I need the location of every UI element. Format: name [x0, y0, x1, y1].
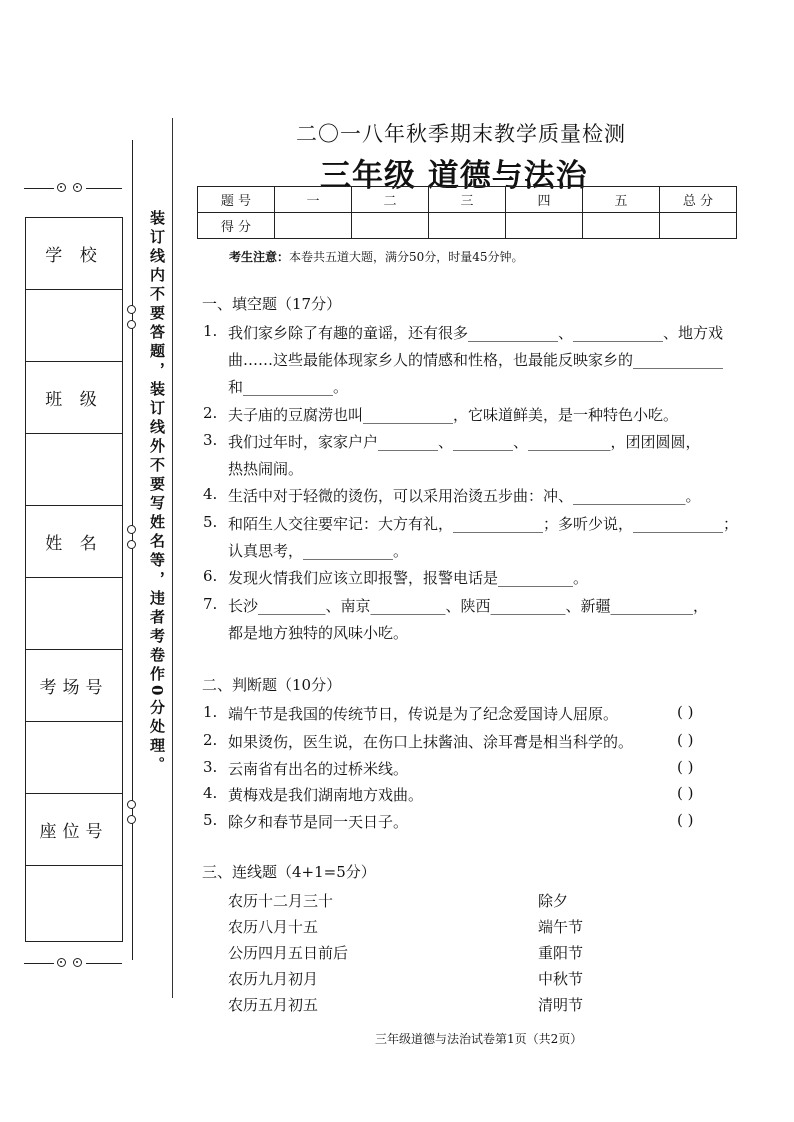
seat-number-input-area[interactable] [26, 866, 122, 941]
subject-title: 三年级 道德与法治 [320, 158, 588, 194]
q3-number: 3. [203, 431, 218, 449]
score-cell: 四 [506, 187, 583, 213]
score-input-cell[interactable] [506, 213, 583, 239]
q1-line1: 我们家乡除了有趣的童谣，还有很多____________、____________、地方戏 [228, 324, 724, 342]
binding-ring-5 [127, 800, 136, 809]
q5-line2: 认真思考，____________。 [228, 542, 409, 560]
tf2-answer-box[interactable]: ( ) [677, 731, 694, 749]
q3-line1: 我们过年时，家家户户________、________、___________，团团圆圆， [228, 433, 701, 451]
section2-title: 二、判断题（10分） [202, 676, 342, 694]
score-table [197, 186, 737, 239]
exam-notice [229, 248, 524, 265]
tf1-number: 1. [203, 703, 218, 721]
tf4-answer-box[interactable]: ( ) [677, 784, 694, 802]
tf1-answer-box[interactable]: ( ) [677, 703, 694, 721]
tf4-number: 4. [203, 784, 218, 802]
page-footer: 三年级道德与法治试卷第1页（共2页） [375, 1032, 583, 1046]
section1-title: 一、填空题（17分） [202, 295, 342, 313]
score-table-score-row [198, 213, 737, 239]
score-cell: 三 [429, 187, 506, 213]
binding-ring-6 [127, 815, 136, 824]
score-cell: 得 分 [198, 213, 275, 239]
match-left-item[interactable]: 公历四月五日前后 [228, 944, 349, 962]
exam-room-label: 考场号 [26, 650, 122, 722]
score-table-header-row [198, 187, 737, 213]
cut-line [172, 118, 173, 998]
exam-room-input-area[interactable] [26, 722, 122, 794]
tf5-answer-box[interactable]: ( ) [677, 811, 694, 829]
score-cell: 二 [352, 187, 429, 213]
score-input-cell[interactable] [429, 213, 506, 239]
score-input-cell[interactable] [275, 213, 352, 239]
binding-ring-1 [127, 305, 136, 314]
score-input-cell[interactable] [352, 213, 429, 239]
binding-line [132, 140, 133, 960]
q1-line3: 和____________。 [228, 378, 349, 396]
tf3-number: 3. [203, 758, 218, 776]
q1-number: 1. [203, 322, 218, 340]
tf4-text: 黄梅戏是我们湖南地方戏曲。 [228, 786, 424, 804]
q7-number: 7. [203, 595, 218, 613]
match-right-item[interactable]: 重阳节 [538, 944, 584, 962]
q2-number: 2. [203, 404, 218, 422]
class-label: 班 级 [26, 362, 122, 434]
q2-line1: 夫子庙的豆腐涝也叫____________，它味道鲜美，是一种特色小吃。 [228, 406, 679, 424]
tf3-text: 云南省有出名的过桥米线。 [228, 760, 409, 778]
match-right-item[interactable]: 除夕 [538, 892, 569, 910]
q4-number: 4. [203, 485, 218, 503]
tf1-text: 端午节是我国的传统节日，传说是为了纪念爱国诗人屈原。 [228, 705, 619, 723]
name-label: 姓 名 [26, 506, 122, 578]
binding-ring-3 [127, 525, 136, 534]
school-input-area[interactable] [26, 290, 122, 362]
notice-label: 考生注意： [229, 250, 290, 264]
q6-line1: 发现火情我们应该立即报警，报警电话是__________。 [228, 569, 589, 587]
bottom-ornament [24, 958, 122, 970]
tf2-number: 2. [203, 731, 218, 749]
notice-text: 本卷共五道大题，满分50分，时量45分钟。 [289, 250, 524, 264]
score-cell: 总 分 [660, 187, 737, 213]
q6-number: 6. [203, 567, 218, 585]
q1-line2: 曲……这些最能体现家乡人的情感和性格，也最能反映家乡的____________ [228, 351, 724, 369]
seat-number-label: 座位号 [26, 794, 122, 866]
student-info-box [25, 217, 123, 942]
match-right-item[interactable]: 中秋节 [538, 970, 584, 988]
score-cell: 五 [583, 187, 660, 213]
score-input-cell[interactable] [583, 213, 660, 239]
q5-line1: 和陌生人交往要牢记：大方有礼，____________；多听少说，____________； [228, 515, 739, 533]
binding-ring-2 [127, 320, 136, 329]
school-label: 学 校 [26, 218, 122, 290]
score-input-cell[interactable] [660, 213, 737, 239]
section3-title: 三、连线题（4+1=5分） [202, 863, 376, 881]
tf5-text: 除夕和春节是同一天日子。 [228, 813, 409, 831]
binding-ring-4 [127, 540, 136, 549]
tf2-text: 如果烫伤，医生说，在伤口上抹酱油、涂耳膏是相当科学的。 [228, 733, 634, 751]
match-right-item[interactable]: 清明节 [538, 996, 584, 1014]
q3-line2: 热热闹闹。 [228, 460, 304, 478]
q4-line1: 生活中对于轻微的烫伤，可以采用治烫五步曲：冲、_______________。 [228, 487, 701, 505]
tf5-number: 5. [203, 811, 218, 829]
top-ornament [24, 183, 122, 195]
match-right-item[interactable]: 端午节 [538, 918, 584, 936]
q7-line1: 长沙_________、南京__________、陕西__________、新疆___________， [228, 597, 709, 615]
match-left-item[interactable]: 农历十二月三十 [228, 892, 334, 910]
binding-notice: 装订线内不要答题，装订线外不要写姓名等，违者考卷作0分处理。 [148, 210, 166, 776]
match-left-item[interactable]: 农历五月初五 [228, 996, 319, 1014]
score-cell: 一 [275, 187, 352, 213]
tf3-answer-box[interactable]: ( ) [677, 758, 694, 776]
exam-title: 二〇一八年秋季期末教学质量检测 [296, 122, 626, 146]
q5-number: 5. [203, 513, 218, 531]
match-left-item[interactable]: 农历八月十五 [228, 918, 319, 936]
score-cell: 题 号 [198, 187, 275, 213]
q7-line2: 都是地方独特的风味小吃。 [228, 624, 409, 642]
name-input-area[interactable] [26, 578, 122, 650]
class-input-area[interactable] [26, 434, 122, 506]
match-left-item[interactable]: 农历九月初月 [228, 970, 319, 988]
